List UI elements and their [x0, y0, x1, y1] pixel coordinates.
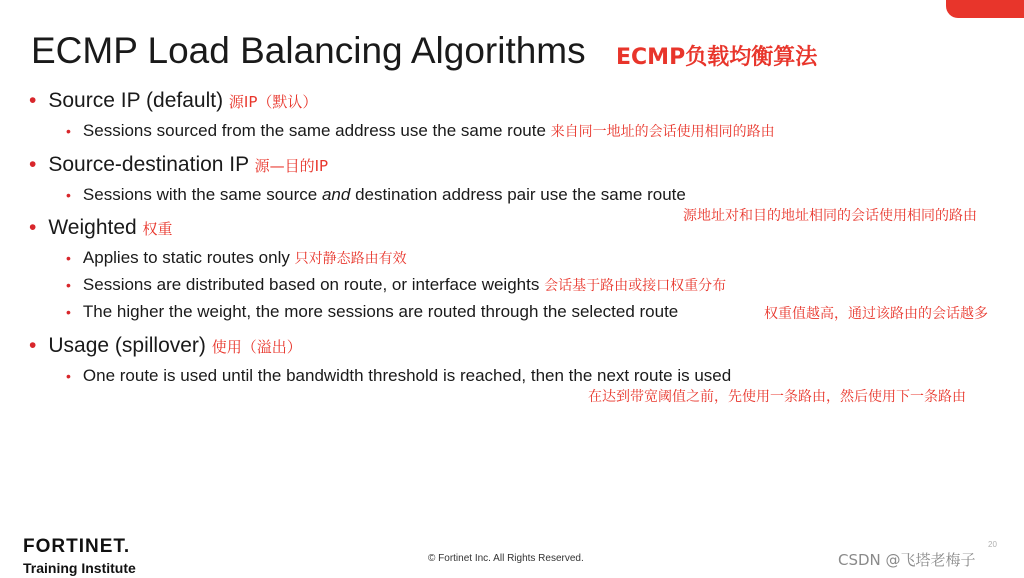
- sub-bullet-text: One route is used until the bandwidth threshold is reached, then the next route is used: [82, 366, 732, 385]
- bullet-label-cn: 权重: [142, 220, 173, 238]
- sub-bullet-text-emphasis: and: [321, 185, 351, 204]
- bullet-dot: •: [66, 250, 71, 266]
- bullet-label: Source IP (default): [48, 89, 224, 112]
- sub-bullet-text: Sessions sourced from the same address use the same route: [82, 121, 546, 140]
- slide-title: ECMP Load Balancing Algorithms: [31, 30, 586, 71]
- bullet-dot: •: [29, 334, 37, 357]
- sub-bullet: [66, 248, 407, 268]
- logo-subtitle: Training Institute: [23, 560, 136, 576]
- bullet-label-cn: 源IP（默认）: [228, 93, 318, 111]
- sub-bullet: [66, 275, 726, 295]
- page-number: 20: [988, 540, 997, 549]
- sub-bullet-cn: 权重值越高，通过该路由的会话越多: [764, 306, 988, 322]
- bullet-source-destination-ip: [29, 153, 328, 177]
- bullet-dot: •: [66, 368, 71, 384]
- sub-bullet: [66, 366, 731, 386]
- bullet-dot: •: [66, 123, 71, 139]
- bullet-dot: •: [29, 216, 37, 239]
- corner-accent-tab: [946, 0, 1024, 18]
- sub-bullet-cn: 在达到带宽阈值之前，先使用一条路由，然后使用下一条路由: [588, 389, 966, 405]
- sub-bullet-text: Applies to static routes only: [82, 248, 290, 267]
- bullet-dot: •: [66, 277, 71, 293]
- sub-bullet-text-post: destination address pair use the same route: [350, 185, 686, 204]
- bullet-label: Weighted: [48, 216, 137, 239]
- sub-bullet-text: Sessions are distributed based on route, or interface weights: [82, 275, 540, 294]
- sub-bullet-text-pre: Sessions with the same source: [82, 185, 322, 204]
- sub-bullet-text: The higher the weight, the more sessions are routed through the selected route: [82, 302, 679, 321]
- copyright-text: © Fortinet Inc. All Rights Reserved.: [428, 553, 584, 564]
- bullet-source-ip: [29, 89, 317, 113]
- sub-bullet-cn: 来自同一地址的会话使用相同的路由: [550, 124, 775, 140]
- watermark: CSDN @飞塔老梅子: [838, 551, 976, 569]
- bullet-label: Usage (spillover): [48, 334, 206, 357]
- sub-bullet: [66, 302, 678, 322]
- bullet-dot: •: [66, 304, 71, 320]
- bullet-dot: •: [66, 187, 71, 203]
- sub-bullet-cn: 源地址对和目的地址相同的会话使用相同的路由: [683, 208, 977, 224]
- slide-title-cn: ECMP负载均衡算法: [616, 45, 818, 70]
- bullet-usage-spillover: [29, 334, 302, 358]
- bullet-dot: •: [29, 89, 37, 112]
- sub-bullet-cn: 会话基于路由或接口权重分布: [544, 278, 727, 294]
- sub-bullet: [66, 121, 775, 141]
- logo-wordmark: FORTINET.: [23, 536, 131, 557]
- bullet-weighted: [29, 216, 173, 240]
- fortinet-logo: [23, 536, 136, 576]
- bullet-label-cn: 源—目的IP: [254, 157, 329, 175]
- bullet-dot: •: [29, 153, 37, 176]
- sub-bullet-cn: 只对静态路由有效: [294, 251, 407, 267]
- bullet-label: Source-destination IP: [48, 153, 249, 176]
- sub-bullet: [66, 185, 686, 205]
- bullet-label-cn: 使用（溢出）: [211, 338, 302, 356]
